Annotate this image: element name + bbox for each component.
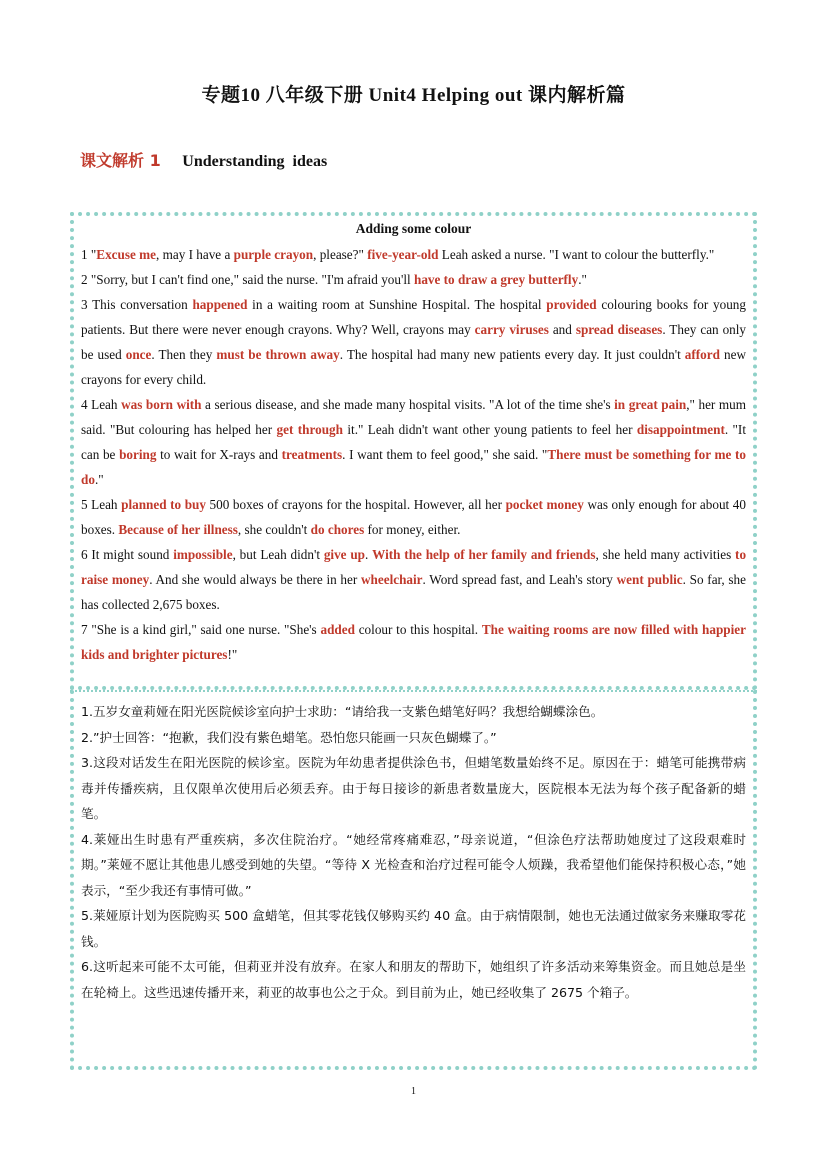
highlighted-phrase: boring — [119, 447, 157, 462]
passage-text: . "It can be — [81, 422, 746, 462]
passage-text: colour to this hospital. — [354, 622, 482, 637]
passage-text: !" — [227, 647, 238, 662]
passage-paragraph — [81, 242, 746, 267]
section-label-cn: 课文解析 1 — [80, 151, 161, 170]
passage-text: 4 Leah — [81, 397, 122, 412]
section-heading — [80, 148, 327, 171]
passage-paragraph — [81, 617, 746, 667]
highlighted-phrase: added — [320, 622, 355, 637]
passage-text: , she couldn't — [237, 522, 311, 537]
passage-text: , she held many activities — [595, 547, 736, 562]
passage-text: . I want them to feel good," she said. " — [342, 447, 548, 462]
highlighted-phrase: in great pain — [614, 397, 687, 412]
translation-body — [81, 699, 746, 1005]
passage-text: . They can only be used — [81, 322, 747, 362]
highlighted-phrase: Because of her illness — [118, 522, 238, 537]
translation-box — [70, 690, 757, 1070]
passage-text: ." — [94, 472, 104, 487]
passage-box — [70, 212, 757, 690]
highlighted-phrase: spread diseases — [575, 322, 663, 337]
passage-text: . The hospital had many new patients every day. It just couldn't — [339, 347, 685, 362]
passage-text: ," her mum said. "But colouring has helped her — [81, 397, 746, 437]
passage-paragraph — [81, 292, 746, 392]
passage-paragraph — [81, 392, 746, 492]
passage-text: 500 boxes of crayons for the hospital. However, all her — [205, 497, 506, 512]
passage-text: 1 " — [81, 247, 97, 262]
passage-paragraph — [81, 267, 746, 292]
highlighted-phrase: went public — [616, 572, 683, 587]
passage-text: was only enough for about 40 boxes. — [81, 497, 746, 537]
passage-text: . — [365, 547, 373, 562]
passage-title: Adding some colour — [355, 221, 472, 236]
passage-text: colouring books for young patients. But there were never enough crayons. Why? Well, crayons may — [81, 297, 746, 337]
highlighted-phrase: disappointment — [636, 422, 725, 437]
highlighted-phrase: have to draw a grey butterfly — [413, 272, 579, 287]
passage-text: 2 "Sorry, but I can't find one," said the nurse. "I'm afraid you'll — [81, 272, 414, 287]
highlighted-phrase: was born with — [121, 397, 202, 412]
passage-text: for money, either. — [364, 522, 461, 537]
highlighted-phrase: once — [125, 347, 152, 362]
highlighted-phrase: purple crayon — [233, 247, 314, 262]
highlighted-phrase: With the help of her family and friends — [372, 547, 596, 562]
highlighted-phrase: planned to buy — [121, 497, 206, 512]
passage-text: and — [548, 322, 576, 337]
passage-text: ." — [578, 272, 587, 287]
highlighted-phrase: There must be something for me to do — [81, 447, 747, 487]
passage-text: it." Leah didn't want other young patients to feel her — [342, 422, 637, 437]
page-number: 1 — [411, 1086, 416, 1097]
passage-text: a serious disease, and she made many hospital visits. "A lot of the time she's — [201, 397, 615, 412]
translation-paragraph: 4.莱娅出生时患有严重疾病，多次住院治疗。“她经常疼痛难忍，”母亲说道，“但涂色疗法帮助她度过了这段艰难时期。”莱娅不愿让其他患儿感受到她的失望。“等待 X 光检查和治疗过程可能令人烦躁，我希望他们能保持积极心态，”她表示，“至少我还有事情可做。” — [81, 831, 746, 898]
highlighted-phrase: treatments — [281, 447, 343, 462]
translation-paragraph: 3.这段对话发生在阳光医院的候诊室。医院为年幼患者提供涂色书，但蜡笔数量始终不足。原因在于：蜡笔可能携带病毒并传播疾病，且仅限单次使用后必须丢弃。由于每日接诊的新患者数量庞大，医院根本无法为每个孩子配备新的蜡笔。 — [81, 755, 746, 821]
page-title: 专题10 八年级下册 Unit4 Helping out 课内解析篇 — [201, 85, 626, 106]
highlighted-phrase: carry viruses — [474, 322, 549, 337]
passage-text: . Word spread fast, and Leah's story — [422, 572, 617, 587]
passage-body — [81, 242, 746, 667]
passage-text: 5 Leah — [81, 497, 122, 512]
highlighted-phrase: wheelchair — [361, 572, 423, 587]
highlighted-phrase: afford — [684, 347, 720, 362]
highlighted-phrase: give up — [323, 547, 366, 562]
passage-text: Leah asked a nurse. "I want to colour the butterfly." — [438, 247, 715, 262]
translation-paragraph: 2.”护士回答：“抱歉，我们没有紫色蜡笔。恐怕您只能画一只灰色蝴蝶了。” — [81, 729, 497, 745]
passage-text: 3 This conversation — [81, 297, 193, 312]
passage-text: in a waiting room at Sunshine Hospital. The hospital — [247, 297, 547, 312]
passage-text: . Then they — [151, 347, 217, 362]
passage-paragraph — [81, 542, 746, 617]
highlighted-phrase: do chores — [310, 522, 365, 537]
section-label-en: Understanding ideas — [182, 153, 328, 170]
passage-text: , may I have a — [155, 247, 234, 262]
translation-paragraph: 1.五岁女童莉娅在阳光医院候诊室向护士求助：“请给我一支紫色蜡笔好吗？我想给蝴蝶涂色。 — [81, 704, 604, 719]
highlighted-phrase: five-year-old — [367, 247, 439, 262]
passage-text: . And she would always be there in her — [149, 572, 361, 587]
passage-text: , but Leah didn't — [232, 547, 324, 562]
passage-text: new crayons for every child. — [81, 347, 746, 387]
passage-text: 6 It might sound — [81, 547, 174, 562]
highlighted-phrase: must be thrown away — [216, 347, 340, 362]
translation-paragraph: 6.这听起来可能不太可能，但莉亚并没有放弃。在家人和朋友的帮助下，她组织了许多活动来筹集资金。而且她总是坐在轮椅上。这些迅速传播开来，莉亚的故事也公之于众。到目前为止，她已经收集了 2675 个箱子。 — [81, 959, 746, 1000]
highlighted-phrase: get through — [276, 422, 343, 437]
translation-paragraph: 5.莱娅原计划为医院购买 500 盒蜡笔，但其零花钱仅够购买约 40 盒。由于病情限制，她也无法通过做家务来赚取零花钱。 — [81, 908, 746, 949]
highlighted-phrase: Excuse me — [96, 247, 156, 262]
passage-text: 7 "She is a kind girl," said one nurse. "She's — [81, 622, 321, 637]
passage-text: . So far, she has collected 2,675 boxes. — [81, 572, 747, 612]
highlighted-phrase: pocket money — [505, 497, 584, 512]
highlighted-phrase: The waiting rooms are now filled with happier kids and brighter pictures — [81, 622, 746, 662]
highlighted-phrase: to raise money — [81, 547, 747, 587]
passage-paragraph — [81, 492, 746, 542]
passage-text: , please?" — [313, 247, 368, 262]
highlighted-phrase: impossible — [173, 547, 233, 562]
highlighted-phrase: provided — [546, 297, 597, 312]
highlighted-phrase: happened — [192, 297, 248, 312]
passage-text: to wait for X-rays and — [156, 447, 282, 462]
